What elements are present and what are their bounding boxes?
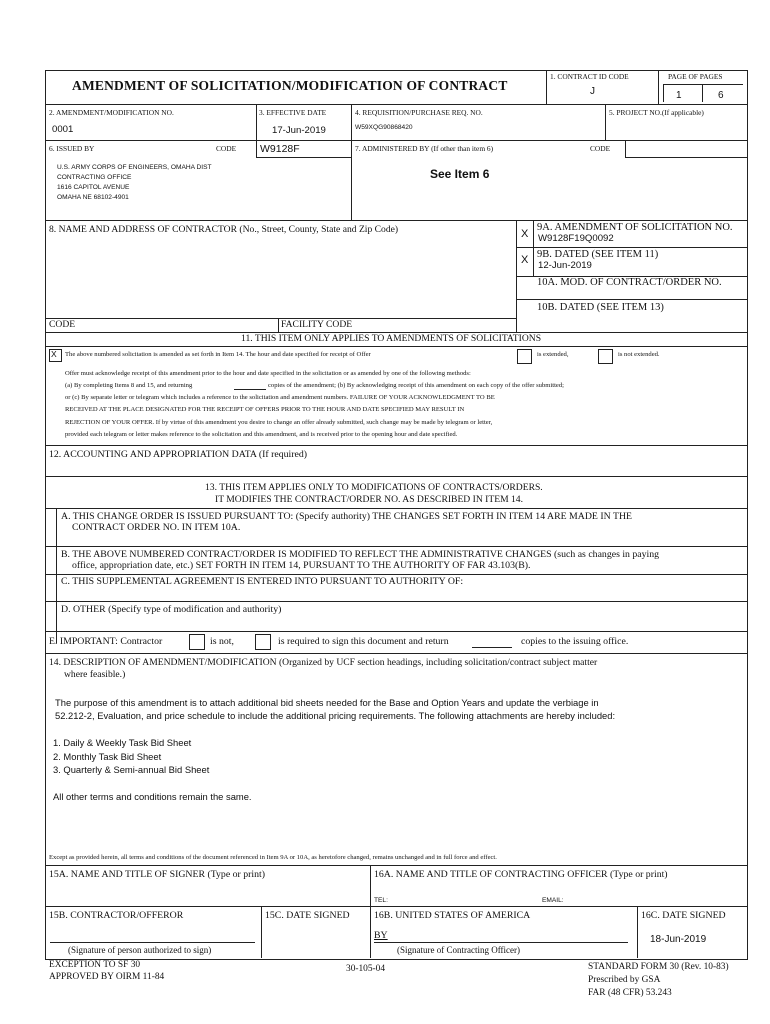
is-not-extended-checkbox[interactable] — [598, 349, 613, 364]
section13-header: 13. THIS ITEM APPLIES ONLY TO MODIFICATIONS OF CONTRACTS/ORDERS. — [205, 482, 543, 493]
usa-label: 16B. UNITED STATES OF AMERICA — [374, 910, 531, 921]
amendment-no-label: 2. AMENDMENT/MODIFICATION NO. — [49, 108, 174, 117]
administered-code-label: CODE — [590, 144, 611, 153]
contractor-offeror-label: 15B. CONTRACTOR/OFFEROR — [49, 910, 184, 921]
section11-paragraph: Offer must acknowledge receipt of this amendment prior to the hour and date specified in the solicitation or as amended by one of the following methods: — [65, 370, 471, 377]
contractor-name-address-label: 8. NAME AND ADDRESS OF CONTRACTOR (No., Street, County, State and Zip Code) — [49, 224, 399, 235]
section11-paragraph: (a) By completing Items 8 and 15, and returning — [65, 382, 193, 389]
date-signed-16c-value: 18-Jun-2019 — [650, 934, 707, 945]
item9b-check: X — [521, 254, 529, 266]
is-required-checkbox[interactable] — [255, 634, 271, 650]
date-signed-15c-label: 15C. DATE SIGNED — [265, 910, 350, 921]
section11-paragraph: copies of the amendment; (b) By acknowledging receipt of this amendment on each copy of the offer submitted; — [268, 382, 564, 389]
requisition-value: W59XQG90868420 — [355, 124, 413, 131]
is-not-label: is not, — [210, 636, 234, 647]
description-label-cont: where feasible.) — [64, 669, 126, 680]
effective-date-label: 3. EFFECTIVE DATE — [259, 108, 327, 117]
section11-header: 11. THIS ITEM ONLY APPLIES TO AMENDMENTS OF SOLICITATIONS — [241, 333, 542, 344]
form-title: AMENDMENT OF SOLICITATION/MODIFICATION OF CONTRACT — [72, 78, 508, 93]
section11-paragraph: REJECTION OF YOUR OFFER. If by virtue of this amendment you desire to change an offer already submitted, such change may be made by telegram or letter, — [65, 419, 493, 426]
administered-code-box — [625, 141, 747, 158]
tel-label: TEL: — [374, 897, 388, 904]
copies-label: copies to the issuing office. — [521, 636, 629, 647]
is-extended-label: is extended, — [537, 351, 569, 358]
section11-paragraph: provided each telegram or letter makes reference to the solicitation and this amendment, and is received prior to the opening hour and date specified. — [65, 431, 458, 438]
page-of-pages-label: PAGE OF PAGES — [668, 72, 723, 81]
section13-subheader: IT MODIFIES THE CONTRACT/ORDER NO. AS DESCRIBED IN ITEM 14. — [215, 494, 523, 505]
issued-by-label: 6. ISSUED BY — [49, 144, 95, 153]
date-signed-16c-label: 16C. DATE SIGNED — [641, 910, 726, 921]
issued-by-address-line: OMAHA NE 68102-4901 — [57, 194, 129, 201]
item9a-check: X — [521, 228, 529, 240]
exception-text: EXCEPTION TO SF 30 — [49, 960, 141, 970]
item10b-label: 10B. DATED (SEE ITEM 13) — [537, 302, 664, 313]
terms-footnote: Except as provided herein, all terms and conditions of the document referenced in Item 9A or 10A, as heretofore changed, remains unchanged and in full force and effect. — [49, 854, 497, 861]
item10a-label: 10A. MOD. OF CONTRACT/ORDER NO. — [537, 277, 722, 288]
signer-name-label: 15A. NAME AND TITLE OF SIGNER (Type or print) — [49, 869, 266, 880]
contract-id-code-label: 1. CONTRACT ID CODE — [550, 72, 629, 81]
section11-paragraph: or (c) By separate letter or telegram which includes a reference to the solicitation and amendment numbers. FAILURE OF YOUR ACKNOWLEDGMENT TO BE — [65, 394, 495, 401]
standard-form-text: STANDARD FORM 30 (Rev. 10-83) — [588, 962, 729, 972]
far-text: FAR (48 CFR) 53.243 — [588, 988, 672, 998]
issued-by-code-label: CODE — [216, 144, 237, 153]
form-number: 30-105-04 — [346, 964, 386, 974]
closing-statement: All other terms and conditions remain the same. — [53, 791, 252, 802]
contractor-code-label: CODE — [49, 319, 76, 330]
section13-option-d: D. OTHER (Specify type of modification and authority) — [61, 604, 282, 615]
issued-by-code-value: W9128F — [260, 143, 300, 155]
is-not-extended-label: is not extended. — [618, 351, 660, 358]
project-no-label: 5. PROJECT NO.(If applicable) — [609, 108, 704, 117]
item9a-label: 9A. AMENDMENT OF SOLICITATION NO. — [537, 222, 733, 233]
page-number: 1 — [676, 90, 682, 101]
attachment-item: 2. Monthly Task Bid Sheet — [53, 751, 162, 762]
effective-date-value: 17-Jun-2019 — [272, 125, 326, 136]
email-label: EMAIL: — [542, 897, 564, 904]
item9a-value: W9128F19Q0092 — [538, 233, 614, 244]
facility-code-label: FACILITY CODE — [281, 319, 353, 330]
issued-by-address-line: 1616 CAPITOL AVENUE — [57, 184, 130, 191]
attachment-item: 1. Daily & Weekly Task Bid Sheet — [53, 737, 192, 748]
issued-by-address-line: CONTRACTING OFFICE — [57, 174, 132, 181]
section13-option-b-cont: office, appropriation date, etc.) SET FORTH IN ITEM 14, PURSUANT TO THE AUTHORITY OF FAR 43.103(B). — [72, 560, 531, 571]
section13-option-a: A. THIS CHANGE ORDER IS ISSUED PURSUANT TO: (Specify authority) THE CHANGES SET FORTH IN ITEM 14 ARE MADE IN THE — [61, 511, 632, 522]
requisition-label: 4. REQUISITION/PURCHASE REQ. NO. — [355, 108, 483, 117]
important-label: E. IMPORTANT: Contractor — [49, 636, 163, 647]
amendment-no-value: 0001 — [52, 124, 74, 135]
is-not-checkbox[interactable] — [189, 634, 205, 650]
section13-option-b: B. THE ABOVE NUMBERED CONTRACT/ORDER IS MODIFIED TO REFLECT THE ADMINISTRATIVE CHANGES (such as changes in paying — [61, 549, 660, 560]
description-body: 52.212-2, Evaluation, and price schedule to include the additional pricing requirements. The following attachments are hereby included: — [55, 710, 616, 721]
total-pages: 6 — [718, 90, 724, 101]
approved-text: APPROVED BY OIRM 11-84 — [49, 972, 165, 982]
administered-by-label: 7. ADMINISTERED BY (If other than item 6) — [355, 144, 494, 153]
signature-officer-caption: (Signature of Contracting Officer) — [397, 945, 521, 955]
signature-person-caption: (Signature of person authorized to sign) — [68, 945, 212, 955]
section11-check-mark: X — [51, 349, 57, 359]
section11-paragraph: RECEIVED AT THE PLACE DESIGNATED FOR THE RECEIPT OF OFFERS PRIOR TO THE HOUR AND DATE SPECIFIED MAY RESULT IN — [65, 406, 465, 413]
section11-line1: The above numbered solicitation is amended as set forth in Item 14. The hour and date specified for receipt of Offer — [65, 351, 371, 358]
is-extended-checkbox[interactable] — [517, 349, 532, 364]
officer-name-label: 16A. NAME AND TITLE OF CONTRACTING OFFICER (Type or print) — [374, 869, 668, 880]
section13-option-a-cont: CONTRACT ORDER NO. IN ITEM 10A. — [72, 522, 241, 533]
contract-id-code-value: J — [590, 86, 595, 97]
description-body: The purpose of this amendment is to attach additional bid sheets needed for the Base and Option Years and update the verbiage in — [55, 697, 599, 708]
administered-by-value: See Item 6 — [430, 167, 490, 181]
item9b-label: 9B. DATED (SEE ITEM 11) — [537, 249, 659, 260]
is-required-label: is required to sign this document and return — [278, 636, 449, 647]
attachment-item: 3. Quarterly & Semi-annual Bid Sheet — [53, 764, 210, 775]
issued-by-address-line: U.S. ARMY CORPS OF ENGINEERS, OMAHA DIST — [57, 164, 212, 171]
by-label: BY — [374, 930, 388, 941]
section13-option-c: C. THIS SUPPLEMENTAL AGREEMENT IS ENTERED INTO PURSUANT TO AUTHORITY OF: — [61, 576, 464, 587]
description-label: 14. DESCRIPTION OF AMENDMENT/MODIFICATION (Organized by UCF section headings, including solicitation/contract subject matter — [49, 657, 598, 668]
accounting-data-label: 12. ACCOUNTING AND APPROPRIATION DATA (If required) — [49, 449, 308, 460]
item9b-value: 12-Jun-2019 — [538, 260, 592, 271]
prescribed-text: Prescribed by GSA — [588, 975, 661, 985]
